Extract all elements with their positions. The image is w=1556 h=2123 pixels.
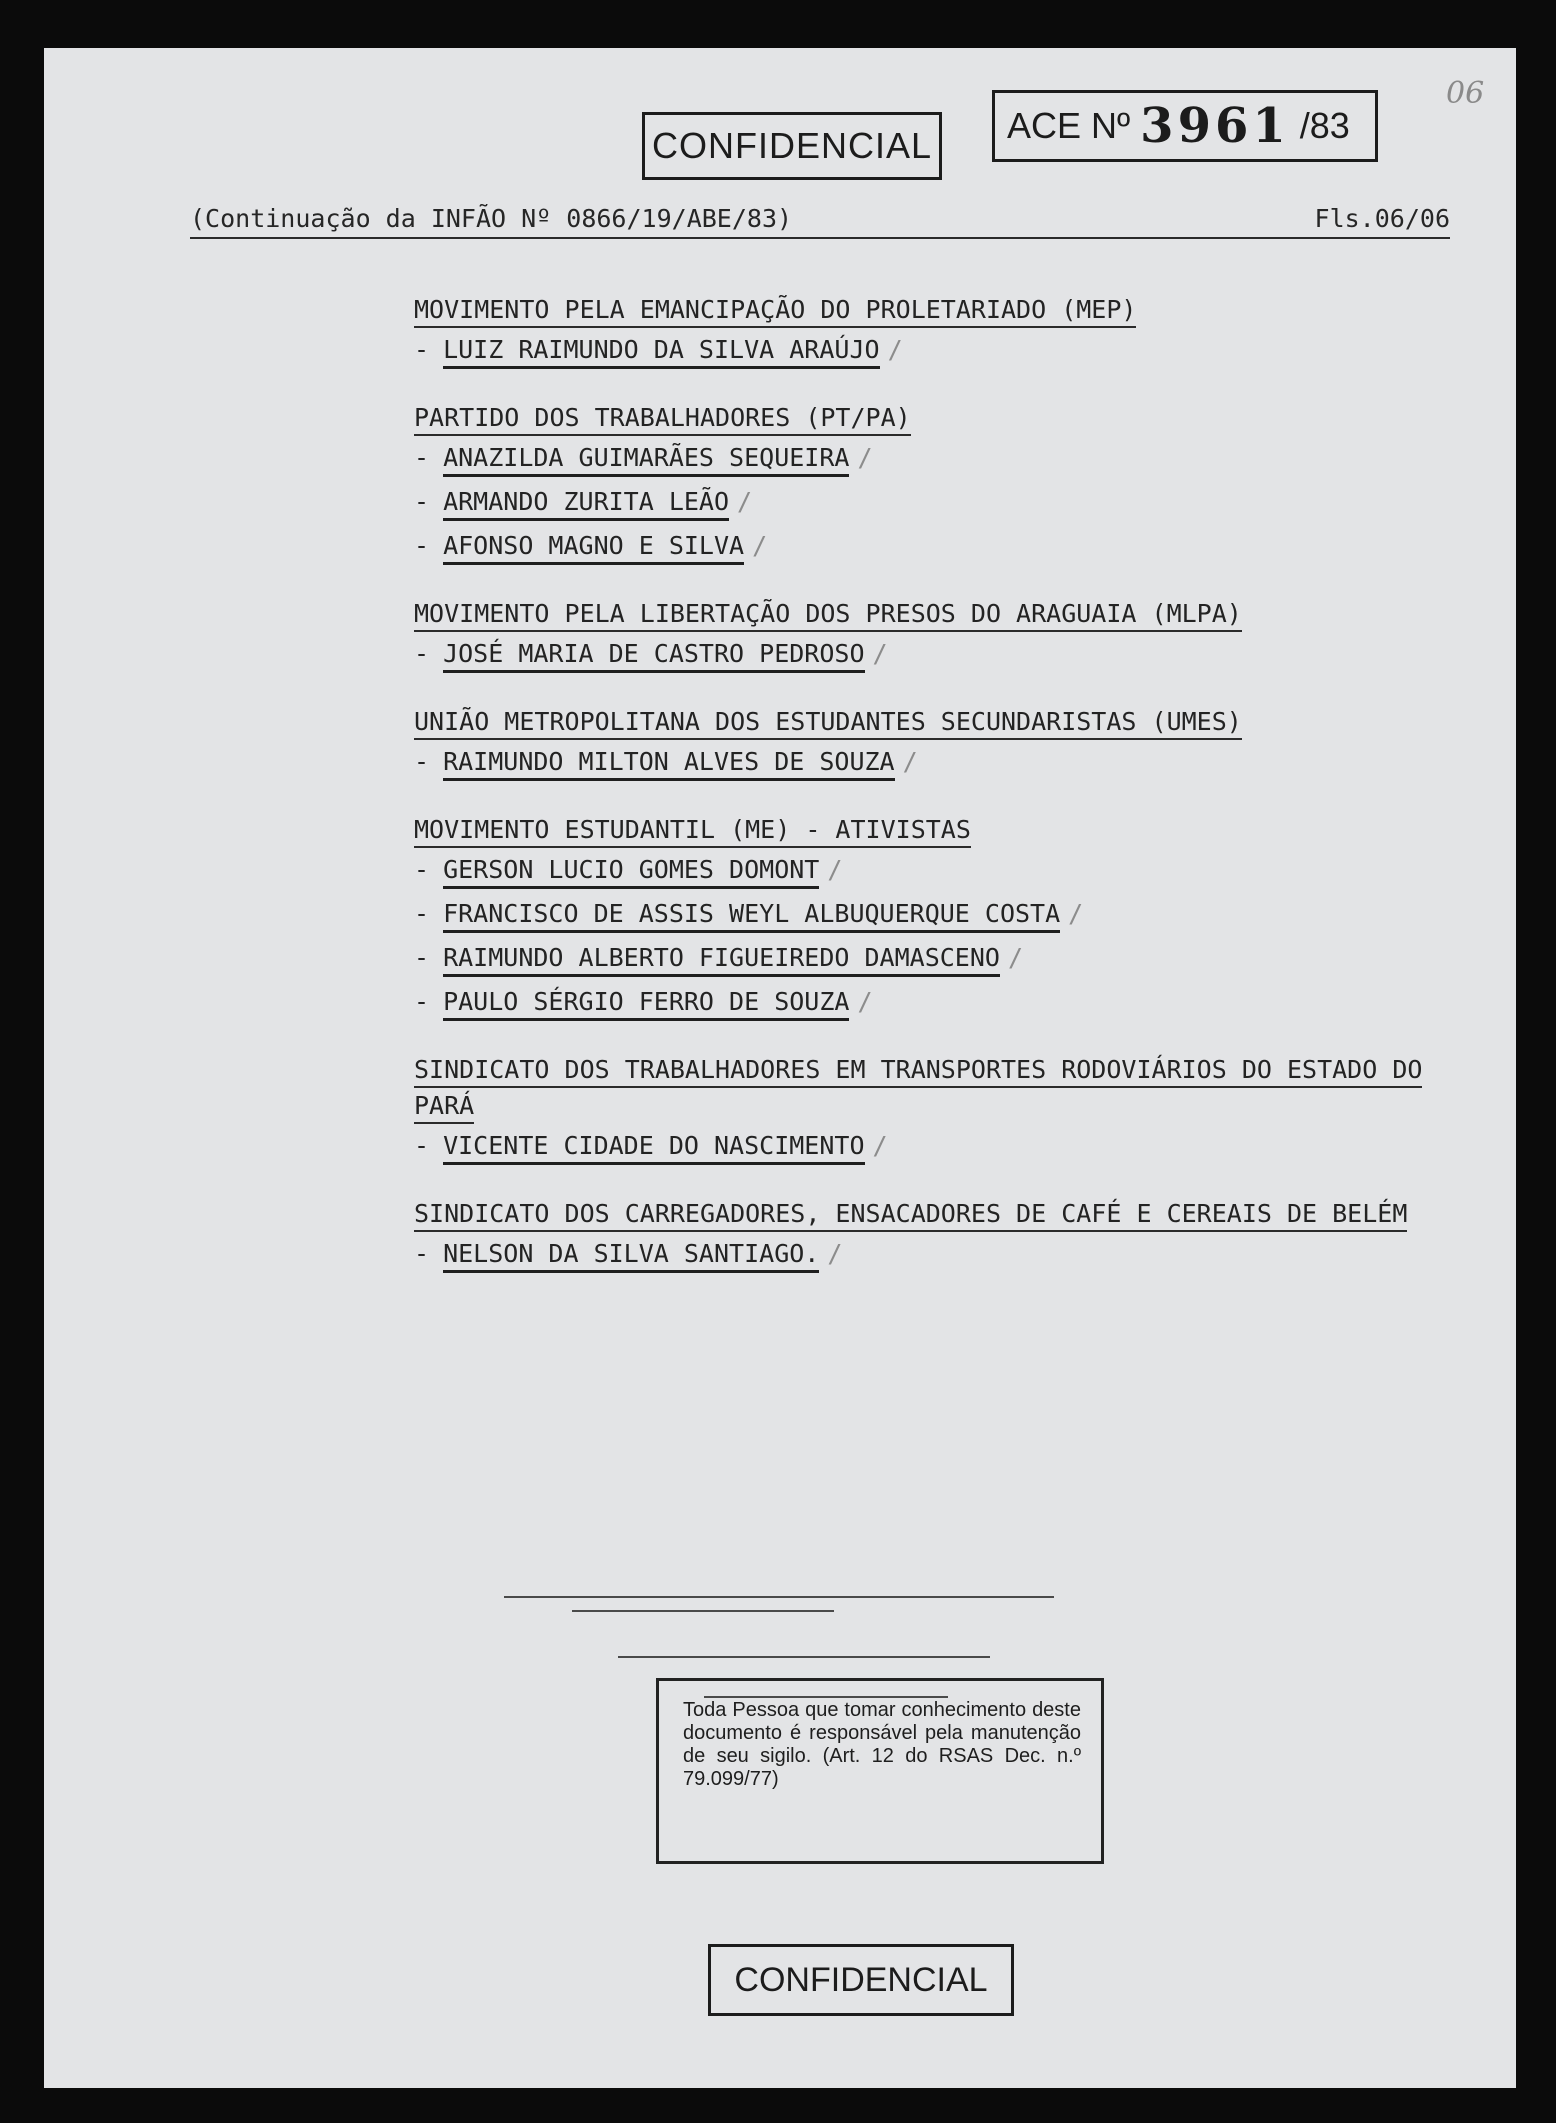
page-number-mark: 06 [1446, 76, 1485, 111]
check-mark: / [857, 987, 873, 1016]
organization-title [414, 400, 1474, 436]
list-dash: - [414, 443, 430, 472]
redaction-line [618, 1656, 990, 1658]
member-item [414, 848, 1474, 892]
member-name: LUIZ RAIMUNDO DA SILVA ARAÚJO [443, 335, 880, 369]
list-dash: - [414, 1131, 430, 1160]
ace-number-stamp [992, 90, 1378, 162]
list-dash: - [414, 639, 430, 668]
organization-title-text: SINDICATO DOS CARREGADORES, ENSACADORES DE CAFÉ E CEREAIS DE BELÉM [414, 1199, 1407, 1232]
organization-group [414, 596, 1474, 676]
organization-group [414, 292, 1474, 372]
member-name: FRANCISCO DE ASSIS WEYL ALBUQUERQUE COSTA [443, 899, 1060, 933]
organization-title-text: PARTIDO DOS TRABALHADORES (PT/PA) [414, 403, 911, 436]
member-name: NELSON DA SILVA SANTIAGO. [443, 1239, 819, 1273]
check-mark: / [902, 747, 918, 776]
organization-title-text: UNIÃO METROPOLITANA DOS ESTUDANTES SECUNDARISTAS (UMES) [414, 707, 1242, 740]
member-name: JOSÉ MARIA DE CASTRO PEDROSO [443, 639, 864, 673]
organization-group [414, 1196, 1474, 1276]
document-page [44, 48, 1516, 2088]
list-dash: - [414, 335, 430, 364]
organization-title-text: MOVIMENTO PELA LIBERTAÇÃO DOS PRESOS DO ARAGUAIA (MLPA) [414, 599, 1242, 632]
member-item [414, 632, 1474, 676]
member-name: RAIMUNDO ALBERTO FIGUEIREDO DAMASCENO [443, 943, 1000, 977]
list-dash: - [414, 899, 430, 928]
check-mark: / [1068, 899, 1084, 928]
ace-label: ACE Nº [1007, 105, 1131, 146]
ace-number: 3961 [1140, 98, 1290, 154]
member-name: ANAZILDA GUIMARÃES SEQUEIRA [443, 443, 849, 477]
member-item [414, 1232, 1474, 1276]
check-mark: / [857, 443, 873, 472]
member-item [414, 480, 1474, 524]
confidential-stamp-top: CONFIDENCIAL [642, 112, 942, 180]
organization-list [414, 292, 1474, 1304]
folio-number: Fls.06/06 [1314, 204, 1450, 233]
check-mark: / [872, 1131, 888, 1160]
member-item [414, 980, 1474, 1024]
check-mark: / [737, 487, 753, 516]
organization-title-text: SINDICATO DOS TRABALHADORES EM TRANSPORTES RODOVIÁRIOS DO ESTADO DO PARÁ [414, 1055, 1422, 1124]
organization-title [414, 704, 1474, 740]
check-mark: / [827, 855, 843, 884]
organization-group [414, 1052, 1474, 1168]
member-name: ARMANDO ZURITA LEÃO [443, 487, 729, 521]
list-dash: - [414, 987, 430, 1016]
organization-title [414, 1196, 1474, 1232]
member-name: RAIMUNDO MILTON ALVES DE SOUZA [443, 747, 895, 781]
list-dash: - [414, 531, 430, 560]
organization-title [414, 292, 1474, 328]
organization-group [414, 400, 1474, 568]
member-name: PAULO SÉRGIO FERRO DE SOUZA [443, 987, 849, 1021]
member-item [414, 936, 1474, 980]
organization-title [414, 812, 1474, 848]
redaction-line [572, 1610, 834, 1612]
list-dash: - [414, 1239, 430, 1268]
member-name: GERSON LUCIO GOMES DOMONT [443, 855, 819, 889]
member-item [414, 524, 1474, 568]
check-mark: / [872, 639, 888, 668]
organization-title-text: MOVIMENTO PELA EMANCIPAÇÃO DO PROLETARIADO (MEP) [414, 295, 1136, 328]
list-dash: - [414, 943, 430, 972]
organization-title-text: MOVIMENTO ESTUDANTIL (ME) - ATIVISTAS [414, 815, 971, 848]
list-dash: - [414, 747, 430, 776]
member-item [414, 892, 1474, 936]
member-name: VICENTE CIDADE DO NASCIMENTO [443, 1131, 864, 1165]
organization-title [414, 596, 1474, 632]
list-dash: - [414, 855, 430, 884]
confidential-stamp-bottom: CONFIDENCIAL [708, 1944, 1014, 2016]
continuation-reference: (Continuação da INFÃO Nº 0866/19/ABE/83) [190, 204, 793, 233]
check-mark: / [827, 1239, 843, 1268]
member-item [414, 740, 1474, 784]
member-item [414, 436, 1474, 480]
continuation-header [190, 204, 1450, 239]
organization-group [414, 812, 1474, 1024]
check-mark: / [752, 531, 768, 560]
confidentiality-notice: Toda Pessoa que tomar conhecimento deste documento é responsável pela manutenção de seu sigilo. (Art. 12 do RSAS Dec. n.º 79.099/77) [656, 1678, 1104, 1864]
member-item [414, 328, 1474, 372]
organization-title [414, 1052, 1474, 1124]
list-dash: - [414, 487, 430, 516]
check-mark: / [1007, 943, 1024, 972]
organization-group [414, 704, 1474, 784]
member-item [414, 1124, 1474, 1168]
ace-year: /83 [1299, 105, 1350, 146]
redaction-line [504, 1596, 1054, 1598]
member-name: AFONSO MAGNO E SILVA [443, 531, 744, 565]
check-mark: / [887, 335, 903, 364]
